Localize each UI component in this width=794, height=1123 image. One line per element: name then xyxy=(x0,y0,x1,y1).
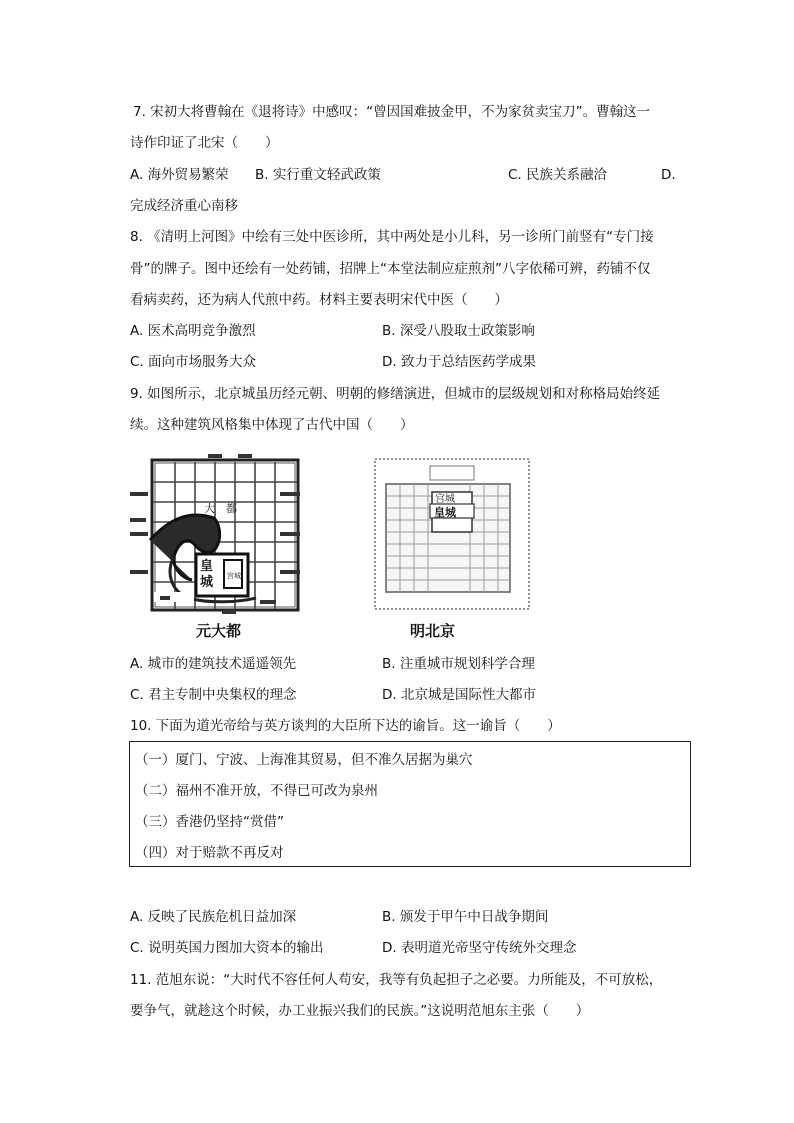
dadu-map-label: 大 都 xyxy=(204,502,237,515)
q10-stem: 10. 下面为道光帝给与英方谈判的大臣所下达的谕旨。这一谕旨（ ） xyxy=(130,718,561,734)
ming-beijing-map xyxy=(372,456,532,612)
q7-stem-line1: 7. 宋初大将曹翰在《退将诗》中感叹：“曾因国难披金甲，不为家贫卖宝刀”。曹翰这一 xyxy=(133,104,651,120)
q10-option-b[interactable]: B. 颁发于甲午中日战争期间 xyxy=(382,909,549,925)
yuan-dadu-caption: 元大都 xyxy=(196,622,242,640)
q11-stem-line2: 要争气，就趁这个时候，办工业振兴我们的民族。”这说明范旭东主张（ ） xyxy=(130,1003,590,1019)
yuan-dadu-map xyxy=(130,452,310,620)
yuan-gongcheng-label: 宫城 xyxy=(227,572,241,580)
ming-huangcheng-label: 皇城 xyxy=(434,506,456,519)
q10-option-d[interactable]: D. 表明道光帝坚守传统外交理念 xyxy=(382,940,577,956)
q10-option-a[interactable]: A. 反映了民族危机日益加深 xyxy=(130,909,297,925)
q8-option-d[interactable]: D. 致力于总结医药学成果 xyxy=(382,354,536,370)
edict-item-1: （一）厦门、宁波、上海准其贸易，但不准久居据为巢穴 xyxy=(135,752,473,768)
q8-option-a[interactable]: A. 医术高明竞争激烈 xyxy=(130,323,256,339)
q8-option-b[interactable]: B. 深受八股取士政策影响 xyxy=(382,323,535,339)
ming-beijing-caption: 明北京 xyxy=(410,622,456,640)
edict-item-2: （二）福州不准开放，不得已可改为泉州 xyxy=(135,783,378,799)
huang-label: 皇 xyxy=(200,559,214,574)
q8-stem-line3: 看病卖药，还为病人代煎中药。材料主要表明宋代中医（ ） xyxy=(130,292,508,308)
q7-stem-line2: 诗作印证了北宋（ ） xyxy=(130,135,279,151)
q8-stem-line2: 骨”的牌子。图中还绘有一处药铺，招牌上“本堂法制应症煎剂”八字依稀可辨，药铺不仅 xyxy=(130,261,651,277)
q7-option-d-text: 完成经济重心南移 xyxy=(130,198,238,214)
q7-option-a[interactable]: A. 海外贸易繁荣 xyxy=(130,167,229,183)
edict-item-4: （四）对于赔款不再反对 xyxy=(135,845,284,861)
q10-edict-box xyxy=(129,741,691,867)
q7-option-b[interactable]: B. 实行重文轻武政策 xyxy=(255,167,381,183)
q7-option-d[interactable]: D. xyxy=(661,167,676,183)
q9-option-b[interactable]: B. 注重城市规划科学合理 xyxy=(382,656,535,672)
q8-stem-line1: 8. 《清明上河图》中绘有三处中医诊所，其中两处是小儿科，另一诊所门前竖有“专门接 xyxy=(130,229,654,245)
q9-stem-line1: 9. 如图所示，北京城虽历经元朝、明朝的修缮演进，但城市的层级规划和对称格局始终延 xyxy=(130,386,661,402)
q11-stem-line1: 11. 范旭东说：“大时代不容任何人苟安，我等有负起担子之必要。力所能及，不可放松， xyxy=(130,972,663,988)
q9-option-a[interactable]: A. 城市的建筑技术遥遥领先 xyxy=(130,656,297,672)
q8-option-c[interactable]: C. 面向市场服务大众 xyxy=(130,354,257,370)
edict-item-3: （三）香港仍坚持“赏借” xyxy=(135,814,284,830)
ming-gongcheng-label: 宫城 xyxy=(435,494,455,505)
q9-stem-line2: 续。这种建筑风格集中体现了古代中国（ ） xyxy=(130,417,414,433)
q9-option-d[interactable]: D. 北京城是国际性大都市 xyxy=(382,687,536,703)
q7-option-c[interactable]: C. 民族关系融洽 xyxy=(508,167,608,183)
q9-option-c[interactable]: C. 君主专制中央集权的理念 xyxy=(130,687,297,703)
cheng-label: 城 xyxy=(200,575,214,590)
q10-option-c[interactable]: C. 说明英国力图加大资本的输出 xyxy=(130,940,324,956)
